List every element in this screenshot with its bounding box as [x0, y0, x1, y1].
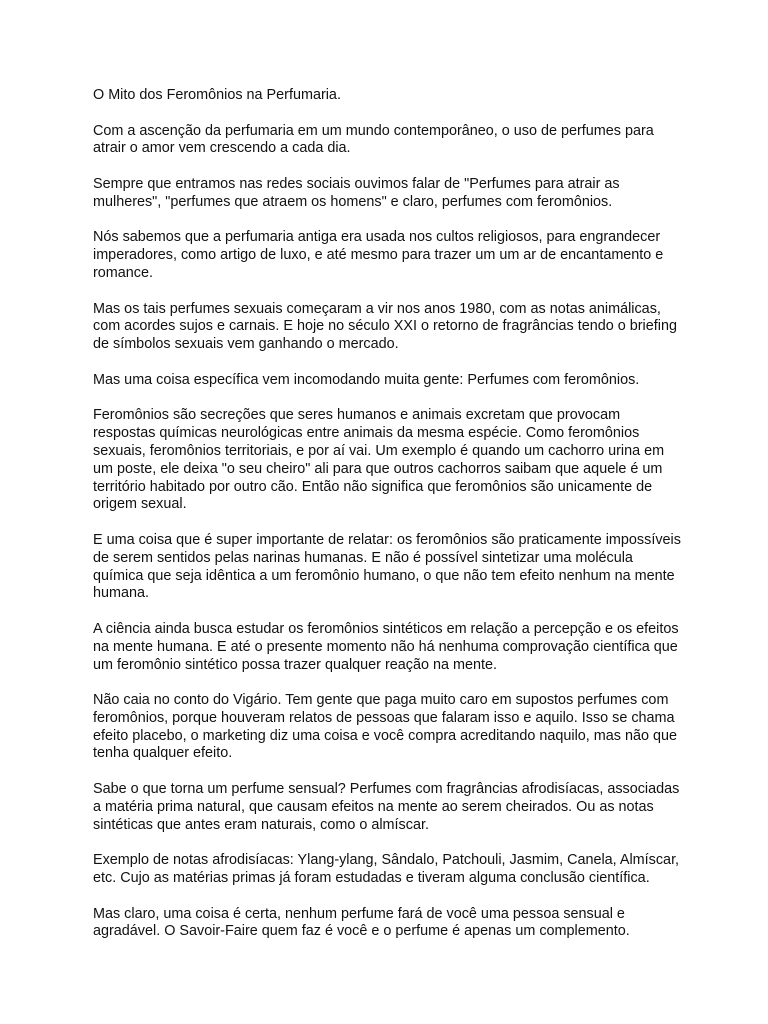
paragraph-1: Com a ascenção da perfumaria em um mundo contemporâneo, o uso de perfumes para atrair o amor vem crescendo a cada dia. — [93, 122, 654, 157]
paragraph-8: A ciência ainda busca estudar os feromônios sintéticos em relação a percepção e os efeitos na mente humana. E até o presente momento não há nenhuma comprovação científica que um feromônio sintético possa trazer qualquer reação na mente. — [93, 620, 679, 673]
paragraph-3: Nós sabemos que a perfumaria antiga era usada nos cultos religiosos, para engrandecer imperadores, como artigo de luxo, e até mesmo para trazer um um ar de encantamento e romance. — [93, 229, 664, 281]
paragraph-2: Sempre que entramos nas redes sociais ouvimos falar de "Perfumes para atrair as mulheres", "perfumes que atraem os homens" e claro, perfumes com feromônios. — [93, 175, 620, 210]
paragraph-10: Sabe o que torna um perfume sensual? Perfumes com fragrâncias afrodisíacas, associadas a matéria prima natural, que causam efeitos na mente ao serem cheirados. Ou as notas sintéticas que antes eram naturais, como o almíscar. — [93, 781, 680, 833]
paragraph-5: Mas uma coisa específica vem incomodando muita gente: Perfumes com feromônios. — [93, 371, 640, 388]
paragraph-9: Não caia no conto do Vigário. Tem gente que paga muito caro em supostos perfumes com feromônios, porque houveram relatos de pessoas que falaram isso e aquilo. Isso se chama efeito placebo, o marketing diz uma coisa e você compra acreditando naquilo, mas não que tenha qualquer efeito. — [93, 692, 677, 762]
paragraph-7: E uma coisa que é super importante de relatar: os feromônios são praticamente impossíveis de serem sentidos pelas narinas humanas. E não é possível sintetizar uma molécula química que seja idêntica a um feromônio humano, o que não tem efeito nenhum na mente humana. — [93, 531, 681, 602]
paragraph-11: Exemplo de notas afrodisíacas: Ylang-ylang, Sândalo, Patchouli, Jasmim, Canela, Almíscar, etc. Cujo as matérias primas já foram estudadas e tiveram alguma conclusão científica. — [93, 852, 680, 887]
paragraph-6: Feromônios são secreções que seres humanos e animais excretam que provocam respostas químicas neurológicas entre animais da mesma espécie. Como feromônios sexuais, feromônios territoriais, e por aí vai. Um exemplo é quando um cachorro urina em um poste, ele deixa "o seu cheiro" ali para que outros cachorros saibam que aquele é um território habitado por outro cão. Então não significa que feromônios são unicamente de origem sexual. — [93, 407, 665, 513]
paragraph-12: Mas claro, uma coisa é certa, nenhum perfume fará de você uma pessoa sensual e agradável. O Savoir-Faire quem faz é você e o perfume é apenas um complemento. — [93, 905, 630, 940]
document-title: O Mito dos Feromônios na Perfumaria. — [93, 87, 341, 103]
document-page — [93, 87, 685, 959]
paragraph-4: Mas os tais perfumes sexuais começaram a vir nos anos 1980, com as notas animálicas, com acordes sujos e carnais. E hoje no século XXI o retorno de fragrâncias tendo o briefing de símbolos sexuais vem ganhando o mercado. — [93, 300, 677, 353]
